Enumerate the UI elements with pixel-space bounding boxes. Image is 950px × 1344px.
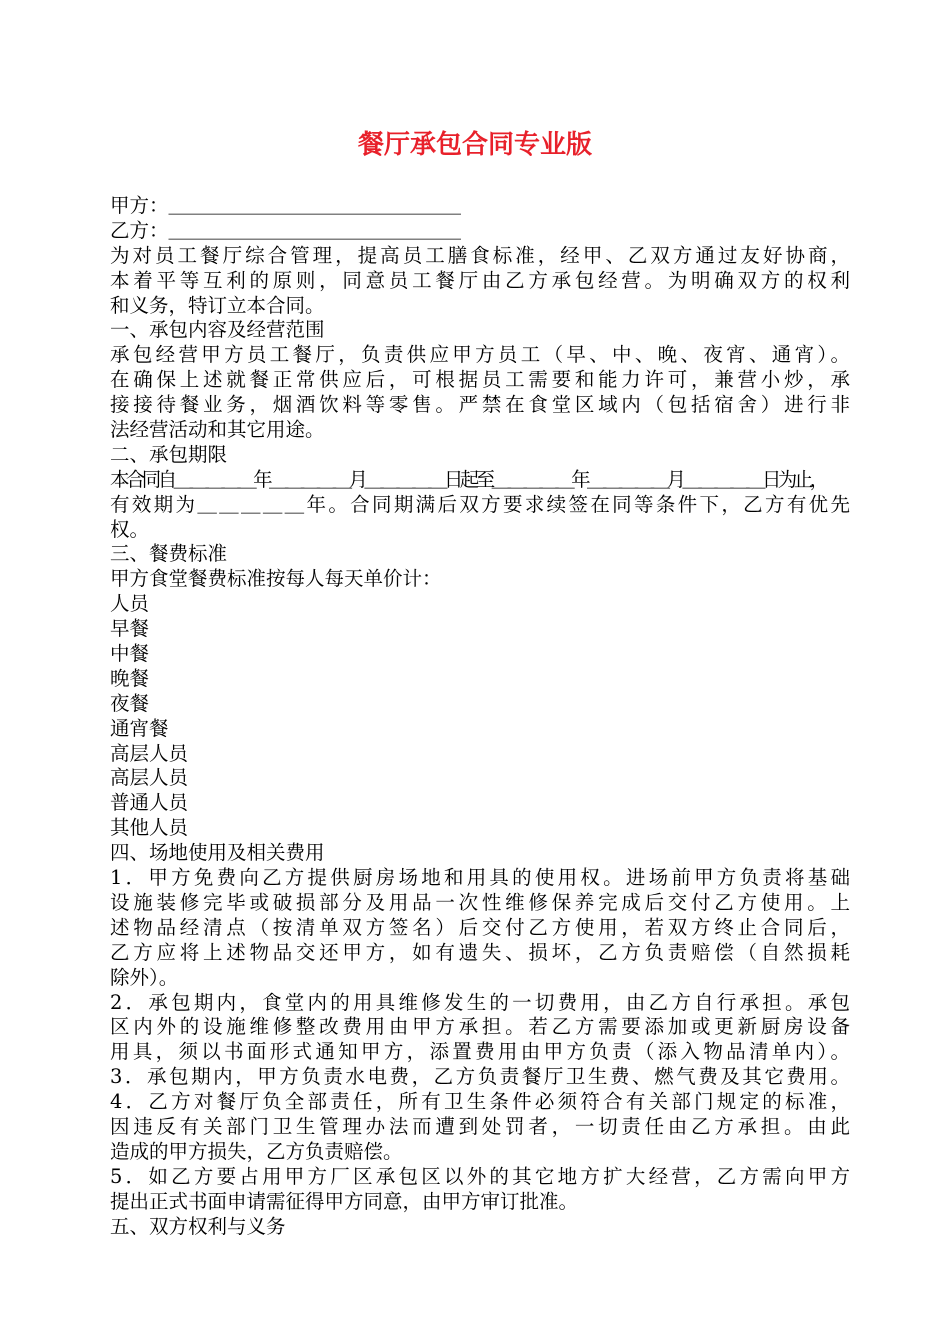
paragraph-line: 法经营活动和其它用途。: [110, 418, 325, 442]
list-item: 普通人员: [110, 791, 189, 815]
party-b-line: 乙方：＿＿＿＿＿＿＿＿＿＿＿＿＿＿＿: [110, 218, 462, 242]
list-item: 高层人员: [110, 766, 189, 790]
paragraph-line: 2．承包期内，食堂内的用具维修发生的一切费用，由乙方自行承担。承包: [110, 990, 850, 1014]
paragraph-line: 在确保上述就餐正常供应后，可根据员工需要和能力许可，兼营小炒，承: [110, 368, 850, 392]
paragraph-line: 用具，须以书面形式通知甲方，添置费用由甲方负责（添入物品清单内）。: [110, 1040, 850, 1064]
list-item: 夜餐: [110, 691, 150, 715]
section-heading: 三、餐费标准: [110, 542, 228, 566]
paragraph-line: 述物品经清点（按清单双方签名）后交付乙方使用，若双方终止合同后，: [110, 915, 850, 939]
paragraph-line: 提出正式书面申请需征得甲方同意，由甲方审订批准。: [110, 1189, 579, 1213]
document-body: [110, 194, 850, 1239]
list-item: 其他人员: [110, 816, 189, 840]
section-heading: 二、承包期限: [110, 442, 228, 466]
paragraph-line: 有效期为＿＿＿＿＿年。合同期满后双方要求续签在同等条件下，乙方有优先: [110, 492, 850, 516]
paragraph-line: 承包经营甲方员工餐厅，负责供应甲方员工（早、中、晚、夜宵、通宵）。: [110, 343, 850, 367]
paragraph-line: 1．甲方免费向乙方提供厨房场地和用具的使用权。进场前甲方负责将基础: [110, 866, 850, 890]
paragraph-line: 为对员工餐厅综合管理，提高员工膳食标准，经甲、乙双方通过友好协商，: [110, 243, 850, 267]
paragraph-line: 本着平等互利的原则，同意员工餐厅由乙方承包经营。为明确双方的权利: [110, 268, 850, 292]
paragraph-line: 除外）。: [110, 965, 179, 989]
section-heading: 五、双方权利与义务: [110, 1214, 286, 1238]
paragraph-line: 造成的甲方损失，乙方负责赔偿。: [110, 1139, 403, 1163]
paragraph-line: 乙方应将上述物品交还甲方，如有遗失、损坏，乙方负责赔偿（自然损耗: [110, 940, 850, 964]
paragraph-line: 3．承包期内，甲方负责水电费，乙方负责餐厅卫生费、燃气费及其它费用。: [110, 1065, 850, 1089]
paragraph-line: 权。: [110, 517, 150, 541]
list-item: 高层人员: [110, 741, 189, 765]
list-item: 人员: [110, 592, 150, 616]
paragraph-line: 因违反有关部门卫生管理办法而遭到处罚者，一切责任由乙方承担。由此: [110, 1114, 850, 1138]
paragraph-line: 设施装修完毕或破损部分及用品一次性维修保养完成后交付乙方使用。上: [110, 890, 850, 914]
paragraph-line: 区内外的设施维修整改费用由甲方承担。若乙方需要添加或更新厨房设备: [110, 1015, 850, 1039]
list-item: 中餐: [110, 642, 150, 666]
paragraph-line: 和义务，特订立本合同。: [110, 293, 325, 317]
list-item: 晚餐: [110, 666, 150, 690]
paragraph-line: 4．乙方对餐厅负全部责任，所有卫生条件必须符合有关部门规定的标准，: [110, 1090, 850, 1114]
paragraph-line: 5．如乙方要占用甲方厂区承包区以外的其它地方扩大经营，乙方需向甲方: [110, 1164, 850, 1188]
list-item: 早餐: [110, 617, 150, 641]
party-a-line: 甲方：＿＿＿＿＿＿＿＿＿＿＿＿＿＿＿: [110, 194, 462, 217]
section-heading: 一、承包内容及经营范围: [110, 318, 325, 342]
paragraph-line: 甲方食堂餐费标准按每人每天单价计：: [110, 567, 442, 591]
paragraph-line: 接接待餐业务，烟酒饮料等零售。严禁在食堂区域内（包括宿舍）进行非: [110, 393, 850, 417]
section-heading: 四、场地使用及相关费用: [110, 841, 325, 865]
list-item: 通宵餐: [110, 716, 169, 740]
term-dates-line: 本合同自＿＿＿＿＿年＿＿＿＿＿月＿＿＿＿＿日起至＿＿＿＿＿年＿＿＿＿＿月＿＿＿＿＿日为止，: [110, 467, 826, 491]
document-title: 餐厅承包合同专业版: [357, 130, 592, 160]
